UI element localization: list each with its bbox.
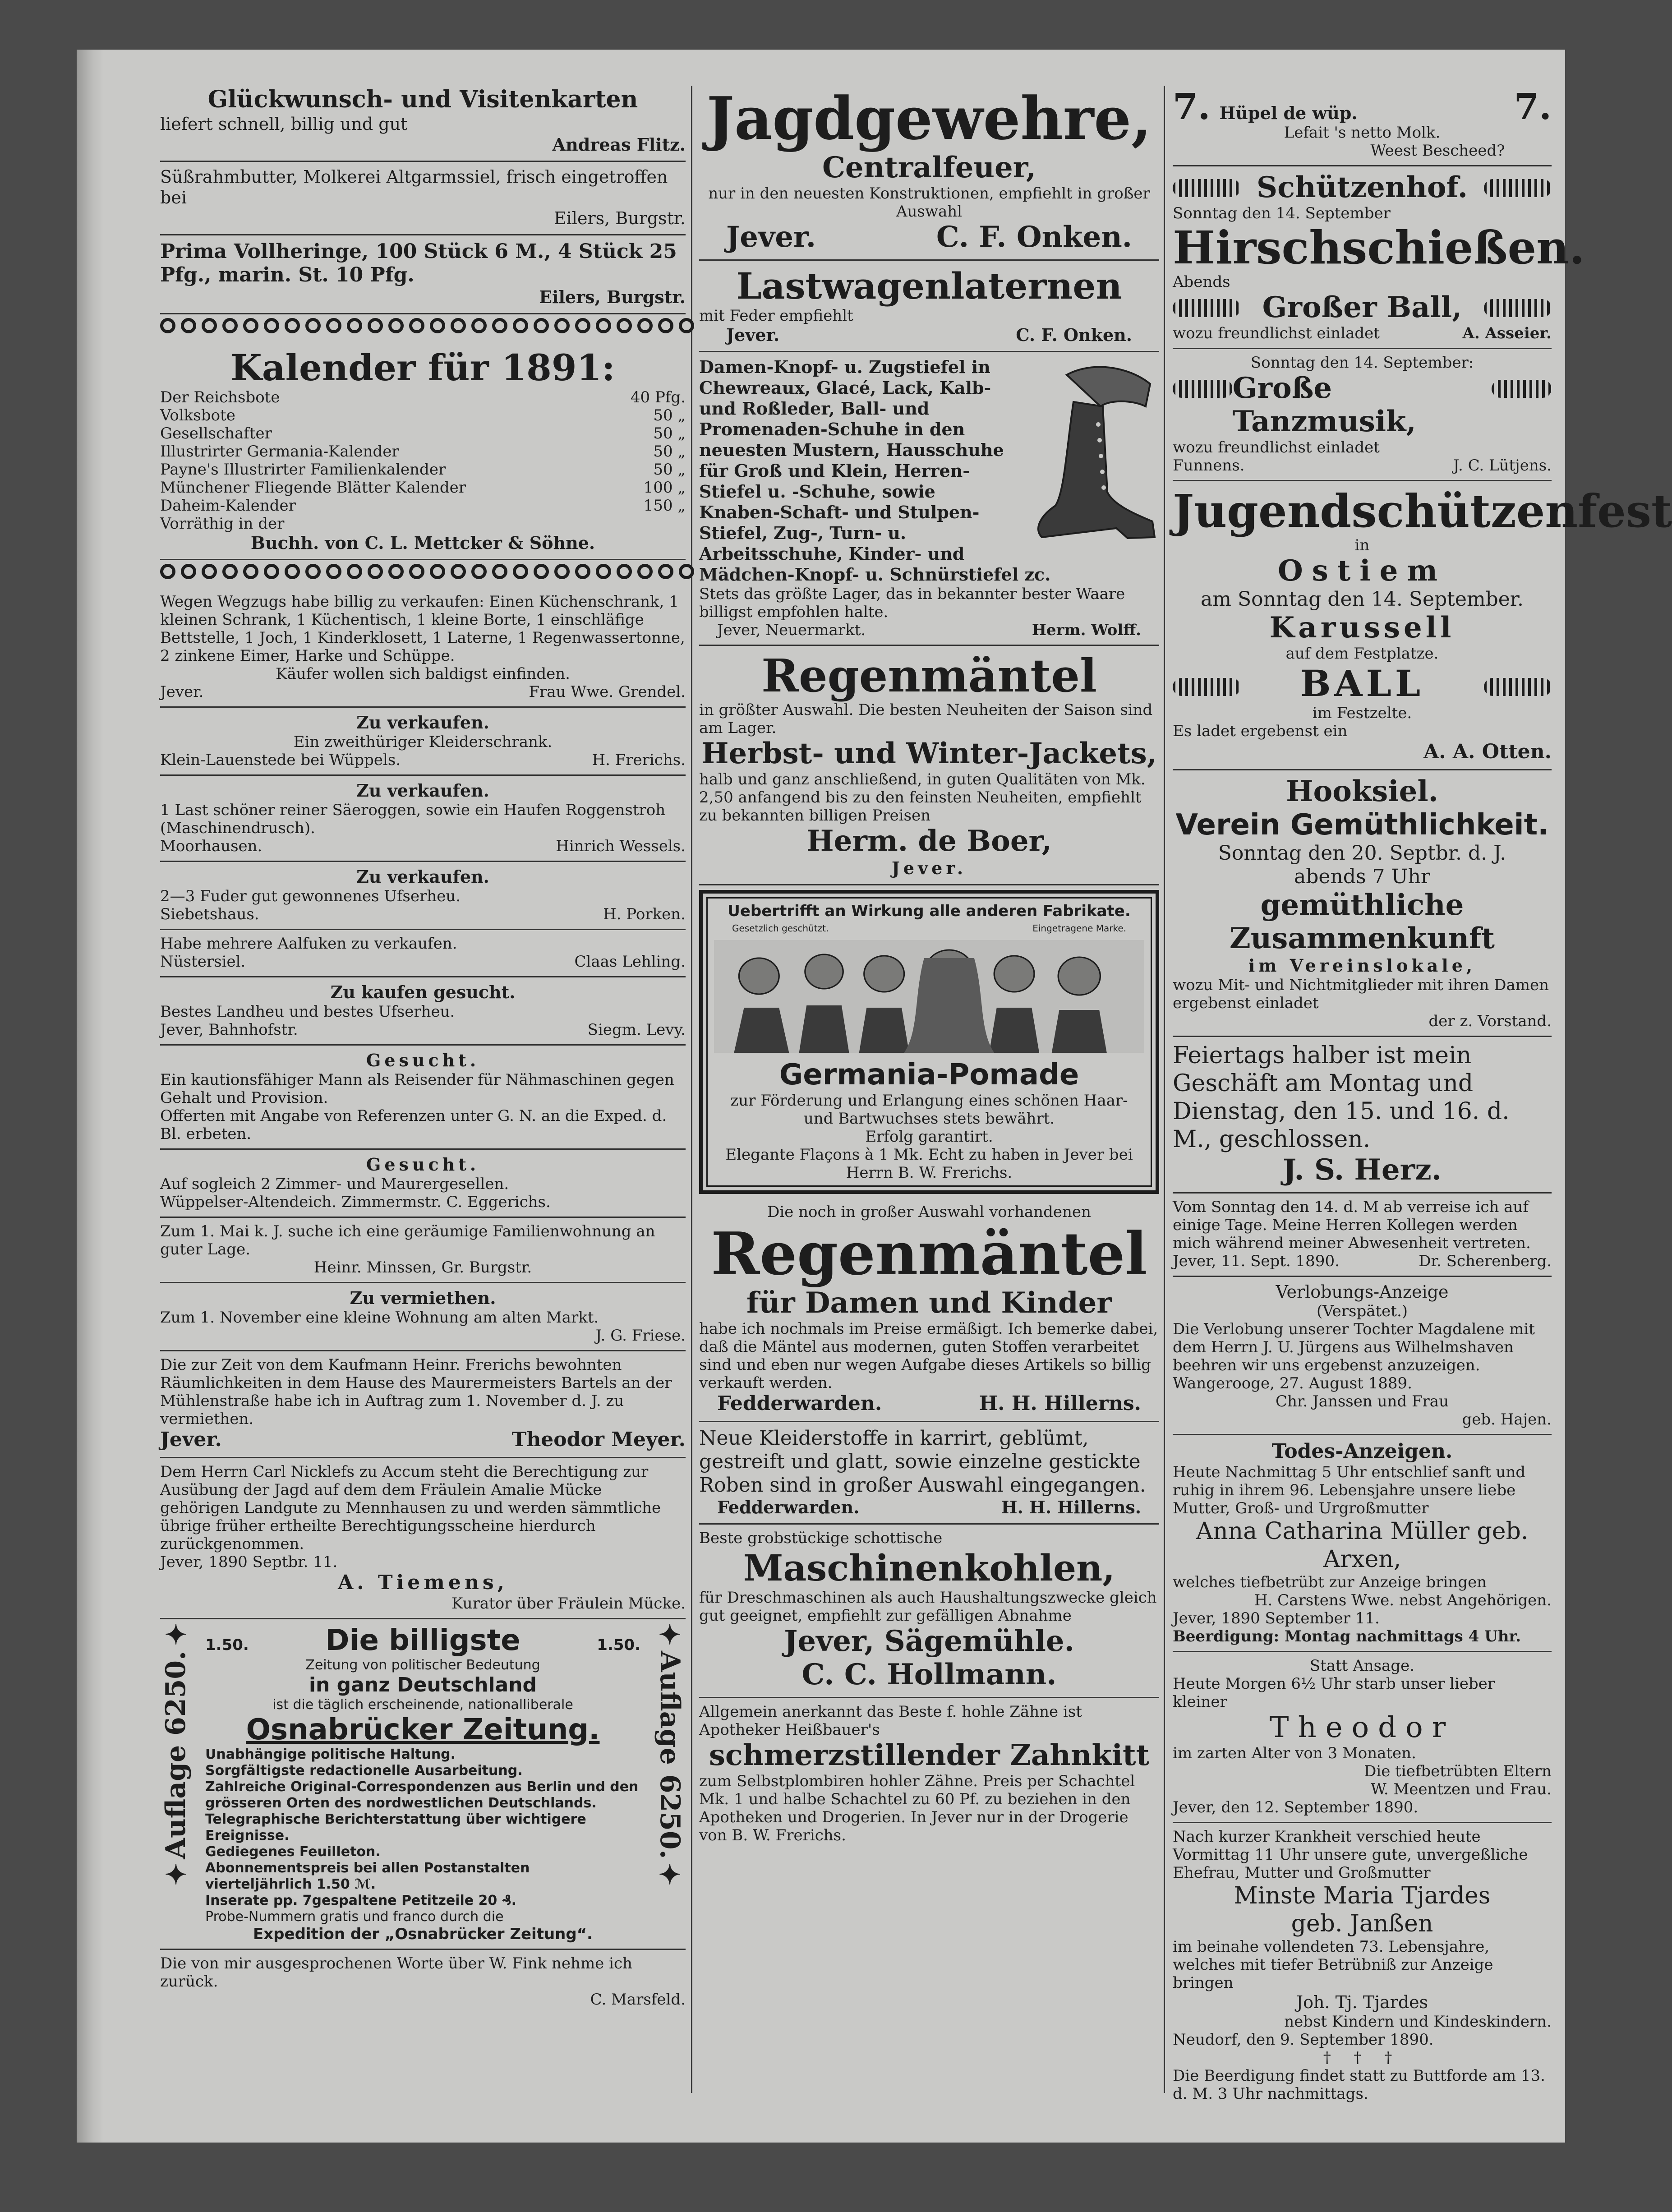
ad-signature: H. Porken. <box>603 905 686 923</box>
ad-signature: Claas Lehling. <box>574 953 686 971</box>
ad-text: Die zur Zeit von dem Kaufmann Heinr. Frerichs bewohnten Räumlichkeiten in dem Hause des Maurermeisters Bartels an der Mühlenstraße habe ich in Auftrag zum 1. November d. J. zu vermiethen. <box>160 1356 672 1428</box>
ad-title: Regenmäntel <box>711 1219 1147 1288</box>
ornament <box>1173 380 1233 398</box>
ad-title: Zu vermiethen. <box>350 1288 496 1308</box>
ad-date: Jever, 1890 Septbr. 11. <box>160 1553 338 1571</box>
ad-place: Nüstersiel. <box>160 953 246 971</box>
ad-headline: Uebertrifft an Wirkung alle anderen Fabrikate. <box>728 902 1131 920</box>
ad-text: wozu freundlichst einladet <box>1173 324 1380 342</box>
ad-laternen <box>699 261 1159 352</box>
ad-schuhe <box>699 352 1159 646</box>
ad-signature: Chr. Janssen und Frau <box>1276 1392 1449 1410</box>
price-left: 1.50. <box>205 1636 249 1654</box>
ad-subtitle: Centralfeuer, <box>822 151 1036 184</box>
ad-gesucht-gesellen <box>160 1150 686 1218</box>
ad-signature: Eilers, Burgstr. <box>539 287 686 307</box>
newspaper-page <box>77 50 1672 2143</box>
ad-lead: Allgemein anerkannt das Beste f. hohle Zähne ist Apotheker Heißbauer's <box>699 1703 1082 1739</box>
ad-gesucht-reisender <box>160 1046 686 1150</box>
auflage-vertical: Auflage 6250. <box>654 1651 686 1859</box>
ad-signature: Kurator über Fräulein Mücke. <box>451 1594 686 1613</box>
ad-herz <box>1173 1037 1552 1194</box>
auflage-vertical: Auflage 6250. <box>160 1651 192 1859</box>
ad-signature: J. G. Friese. <box>595 1327 686 1345</box>
ad-number: 7. <box>1173 85 1211 128</box>
ornament <box>1484 179 1552 197</box>
ad-date: Sonntag den 14. September: <box>1250 354 1474 372</box>
ad-date: Jever, 1890 September 11. <box>1173 1609 1380 1627</box>
ad-headline: Hirschschießen. <box>1173 221 1585 274</box>
ad-jagdberechtigung <box>160 1458 686 1619</box>
ad-lead: Statt Ansage. <box>1309 1657 1415 1675</box>
ad-text: zur Förderung und Erlangung eines schönen Haar- und Bartwuchses stets bewährt. <box>730 1092 1128 1128</box>
column-right <box>1173 81 1672 2103</box>
ad-signature: A. Asseier. <box>1462 324 1552 342</box>
ad-text: Ein zweithüriger Kleiderschrank. <box>293 733 553 751</box>
ad-text: in <box>1354 536 1370 554</box>
cross-ornament: ✦ <box>658 1859 682 1891</box>
ad-signature: W. Meentzen und Frau. <box>1370 1780 1552 1798</box>
ad-text: in größter Auswahl. Die besten Neuheiten der Saison sind am Lager. <box>699 701 1153 737</box>
ad-text: abends 7 Uhr <box>1294 865 1430 888</box>
ad-title: Jagdgewehre, <box>706 84 1152 153</box>
ad-signature: Joh. Tj. Tjardes <box>1296 1992 1428 2012</box>
page-binding <box>77 50 104 2143</box>
ad-text: halb und ganz anschließend, in guten Qualitäten von Mk. 2,50 anfangend bis zu den feinsten Neuheiten, empfiehlt zu bekannten billigen Preisen <box>699 770 1146 825</box>
ad-title: Schützenhof. <box>1256 171 1468 204</box>
ad-place: Jever. <box>160 683 204 701</box>
ad-signature: H. H. Hillerns. <box>979 1392 1141 1415</box>
ad-text: Wegen Wegzugs habe billig zu verkaufen: Einen Küchenschrank, 1 kleinen Schrank, 1 Küchentisch, 1 kleine Borte, 1 einschläfige Bettstelle, 1 Joch, 1 Kinderklosett, 1 Laterne, 1 Regenwassertonne, 2 zinkene Eimer, Harke und Schüppe. <box>160 593 685 665</box>
list-item: Münchener Fliegende Blätter Kalender 100 „ <box>160 479 686 497</box>
ad-headline: Jugendschützenfest <box>1173 484 1672 538</box>
ad-title: Maschinenkohlen, <box>743 1547 1115 1589</box>
ad-text: Die Beerdigung findet statt zu Buttforde am 13. d. M. 3 Uhr nachmittags. <box>1173 2067 1545 2103</box>
ad-signature: Eilers, Burgstr. <box>553 208 686 228</box>
ornament <box>1173 678 1240 696</box>
ad-subtitle: Herbst- und Winter-Jackets, <box>701 737 1157 770</box>
ad-price: Abonnementspreis bei allen Postanstalten vierteljährlich 1.50 ℳ. <box>205 1860 530 1892</box>
ad-signature: Dr. Scherenberg. <box>1419 1252 1552 1270</box>
ad-signature: Expedition der „Osnabrücker Zeitung“. <box>253 1925 593 1943</box>
ad-text: Feiertags halber ist mein Geschäft am Montag und Dienstag, den 15. und 16. d. M., geschlossen. <box>1173 1042 1510 1153</box>
ad-text: Erfolg garantirt. <box>865 1128 993 1146</box>
ad-hooksiel <box>1173 770 1552 1037</box>
ad-title: Zu verkaufen. <box>356 866 489 887</box>
ad-raeumlichkeiten <box>160 1351 686 1458</box>
ad-text: im zarten Alter von 3 Monaten. <box>1173 1744 1416 1762</box>
ad-regenmaentel-deboer <box>699 646 1159 885</box>
ad-todes-theodor <box>1173 1652 1552 1823</box>
list-item: Der Reichsbote 40 Pfg. <box>160 388 686 406</box>
ad-place: Jever, Bahnhofstr. <box>160 1021 298 1039</box>
ad-subtitle: BALL <box>1300 662 1424 705</box>
list-item: Payne's Illustrirter Familienkalender 50 „ <box>160 461 686 479</box>
ad-signature: A. Tiemens, <box>338 1571 508 1594</box>
ad-title: Gesucht. <box>366 1154 480 1175</box>
ad-text: Probe-Nummern gratis und franco durch die <box>205 1909 504 1925</box>
ad-text: wozu freundlichst einladet <box>1173 438 1380 456</box>
ad-huepel <box>1173 81 1552 166</box>
ad-signature: Heinr. Minssen, Gr. Burgstr. <box>313 1258 532 1277</box>
ad-maschinenkohlen <box>699 1525 1159 1698</box>
ad-text: welches tiefbetrübt zur Anzeige bringen <box>1173 1573 1487 1591</box>
column-rule <box>1164 86 1165 2093</box>
product-name: Germania-Pomade <box>779 1058 1079 1092</box>
ad-text: Es ladet ergebenst ein <box>1173 722 1348 740</box>
ad-text: Heute Morgen 6½ Uhr starb unser lieber kleiner <box>1173 1675 1495 1711</box>
ad-text: Dem Herrn Carl Nicklefs zu Accum steht die Berechtigung zur Ausübung der Jagd auf dem dem Fräulein Amalie Mücke gehörigen Landgute zu Mennhausen zu und werden sämmtliche übrige früher ertheilte Berechtigungsscheine hierdurch zurückgenommen. <box>160 1463 661 1553</box>
ad-date: Jever, 11. Sept. 1890. <box>1173 1252 1340 1270</box>
ad-text: Zum 1. November eine kleine Wohnung am alten Markt. <box>160 1309 599 1327</box>
ad-signature: Die tiefbetrübten Eltern <box>1364 1762 1552 1780</box>
ad-text: Auf sogleich 2 Zimmer- und Maurergesellen. <box>160 1175 509 1193</box>
ad-signature: A. A. Otten. <box>1423 740 1552 763</box>
ornament-rings <box>160 318 686 339</box>
ad-text: in ganz Deutschland <box>309 1673 537 1696</box>
ad-zahnkitt <box>699 1698 1159 1850</box>
ornament <box>1492 380 1552 398</box>
ad-text: Lefait 's netto Molk. <box>1284 124 1441 142</box>
ad-text: Elegante Flaçons à 1 Mk. Echt zu haben in Jever bei Herrn B. W. Frerichs. <box>725 1146 1133 1182</box>
crosses: † † † <box>1323 2049 1401 2067</box>
ad-signature: Wüppelser-Altendeich. Zimmermstr. C. Eggerichs. <box>160 1193 551 1211</box>
ad-marsfeld <box>160 1950 686 2014</box>
ad-text: Offerten mit Angabe von Referenzen unter G. N. an die Exped. d. Bl. erbeten. <box>160 1107 667 1143</box>
deceased-name: Theodor <box>1269 1711 1455 1744</box>
feature-item: Unabhängige politische Haltung. <box>205 1747 456 1762</box>
ad-regenmaentel-hillerns <box>699 1198 1159 1422</box>
ad-signature: Herm. Wolff. <box>1032 621 1141 639</box>
ad-place: Funnens. <box>1173 456 1245 475</box>
ad-verkaufen-heu <box>160 862 686 930</box>
ad-text: Beerdigung: Montag nachmittags 4 Uhr. <box>1173 1627 1521 1645</box>
ad-signature: Andreas Flitz. <box>552 134 686 155</box>
ad-signature: Hinrich Wessels. <box>556 837 686 855</box>
feature-item: Zahlreiche Original-Correspondenzen aus Berlin und den grösseren Orten des nordwestlichen Deutschlands. <box>205 1779 639 1811</box>
cross-ornament: ✦ <box>164 1859 188 1891</box>
ad-title: Lastwagenlaternen <box>736 265 1122 307</box>
ad-place: Hooksiel. <box>1286 774 1438 808</box>
ad-subtitle: Karussell <box>1269 611 1455 645</box>
ornament <box>1484 678 1552 696</box>
ad-kaufen-gesucht <box>160 977 686 1046</box>
ad-signature: Siegm. Levy. <box>587 1021 686 1039</box>
ad-kleiderstoffe <box>699 1422 1159 1525</box>
ad-place: Jever, Sägemühle. <box>784 1624 1074 1658</box>
ad-text: nur in den neuesten Konstruktionen, empfiehlt in großer Auswahl <box>708 184 1150 221</box>
ad-place: Jever. <box>726 325 780 345</box>
ad-text: auf dem Festplatze. <box>1285 645 1439 663</box>
ad-vollheringe <box>160 235 686 314</box>
ad-suessrahmbutter <box>160 162 686 235</box>
boot-illustration <box>1024 357 1159 546</box>
ad-text: Süßrahmbutter, Molkerei Altgarmssiel, frisch eingetroffen bei <box>160 167 668 207</box>
ad-text: Damen-Knopf- u. Zugstiefel in Chewreaux, Glacé, Lack, Kalb- und Roßleder, Ball- und Promenaden-Schuhe in den neuesten Mustern, Hausschuhe für Groß und Klein, Herren-Stiefel u. -Schuhe, sowie Knaben-Schaft- und Stulpen-Stiefel, Zug-, Turn- u. Arbeitsschuhe, Kinder- und Mädchen-Knopf- u. Schnürstiefel zc. <box>699 357 1051 585</box>
ornament <box>1173 179 1240 197</box>
ad-place: Jever, Neuermarkt. <box>717 621 866 639</box>
ad-title: Zu verkaufen. <box>356 712 489 733</box>
ad-place: Moorhausen. <box>160 837 263 855</box>
ad-title: Zu verkaufen. <box>356 780 489 801</box>
ad-text: habe ich nochmals im Preise ermäßigt. Ich bemerke dabei, daß die Mäntel aus modernen, guten Stoffen verarbeitet sind und eben nur wegen Aufgabe dieses Artikels so billig verkauft werden. <box>699 1320 1158 1392</box>
ornament <box>1173 299 1240 317</box>
ad-place: Klein-Lauenstede bei Wüppels. <box>160 751 401 769</box>
ad-headline: Verein Gemüthlichkeit. <box>1175 808 1549 842</box>
ad-visitenkarten <box>160 81 686 162</box>
ad-text: zum Selbstplombiren hohler Zähne. Preis per Schachtel Mk. 1 und halbe Schachtel zu 60 Pf. zu beziehen in den Apotheken und Drogerien. In Jever nur in der Drogerie von B. W. Frerichs. <box>699 1772 1135 1844</box>
newspaper-name: Osnabrücker Zeitung. <box>246 1713 600 1747</box>
ad-signature: C. F. Onken. <box>936 220 1132 254</box>
ad-aalfuken <box>160 930 686 977</box>
ad-lead: Die noch in großer Auswahl vorhandenen <box>767 1203 1091 1221</box>
column-left <box>160 81 686 2102</box>
ad-wohnung-gesucht <box>160 1218 686 1283</box>
ad-text: Abends <box>1173 273 1230 291</box>
ad-date: Sonntag den 14. September <box>1173 204 1391 222</box>
ad-todes-tjardes <box>1173 1823 1552 2108</box>
ad-subtitle: (Verspätet.) <box>1316 1302 1408 1320</box>
ad-text: wozu Mit- und Nichtmitglieder mit ihren Damen ergebenst einladet <box>1173 976 1549 1012</box>
ad-text: Inserate pp. 7gespaltene Petitzeile 20 ₰. <box>205 1893 516 1908</box>
list-item: Gesellschafter 50 „ <box>160 424 686 442</box>
deceased-name: Anna Catharina Müller geb. Arxen, <box>1196 1518 1529 1573</box>
ad-text: ist die täglich erscheinende, nationalliberale <box>272 1697 573 1713</box>
ad-place: Fedderwarden. <box>717 1497 860 1517</box>
ad-title: Gesucht. <box>366 1050 480 1070</box>
ad-text: Die von mir ausgesprochenen Worte über W. Fink nehme ich zurück. <box>160 1954 632 1991</box>
ad-signature: C. F. Onken. <box>1016 325 1132 345</box>
ad-jagdgewehre <box>699 81 1159 261</box>
price-right: 1.50. <box>597 1636 640 1654</box>
ad-text: im Vereinslokale, <box>1248 955 1476 976</box>
feature-item: Telegraphische Berichterstattung über wichtigere Ereignisse. <box>205 1811 586 1843</box>
ad-signature: nebst Kindern und Kindeskindern. <box>1284 2013 1552 2031</box>
deceased-name: geb. Janßen <box>1291 1910 1433 1937</box>
ad-note: Stets das größte Lager, das in bekannter bester Waare billigst empfohlen halte. <box>699 585 1125 621</box>
ad-text: liefert schnell, billig und gut <box>160 114 408 134</box>
list-item: Daheim-Kalender 150 „ <box>160 497 686 515</box>
ad-signature: C. Marsfeld. <box>590 1991 686 2009</box>
ad-text: Weest Bescheed? <box>1370 142 1505 160</box>
ad-date: Sonntag den 20. Septbr. d. J. <box>1218 842 1506 865</box>
ad-text: Zeitung von politischer Bedeutung <box>305 1657 540 1673</box>
ad-place: Fedderwarden. <box>717 1392 882 1415</box>
ad-title: Große Tanzmusik, <box>1232 371 1416 438</box>
ad-schuetzenhof <box>1173 166 1585 349</box>
ad-verlobung <box>1173 1277 1552 1435</box>
ad-subtitle: gemüthliche Zusammenkunft <box>1230 888 1495 955</box>
ad-signature: C. C. Hollmann. <box>801 1658 1057 1691</box>
ad-signature: J. C. Lütjens. <box>1453 456 1552 475</box>
ad-date: Jever, den 12. September 1890. <box>1173 1798 1419 1816</box>
ad-text: Ein kautionsfähiger Mann als Reisender für Nähmaschinen gegen Gehalt und Provision. <box>160 1071 674 1107</box>
ad-text: 1 Last schöner reiner Säeroggen, sowie ein Haufen Roggenstroh (Maschinendrusch). <box>160 801 666 837</box>
ad-text: Vorräthig in der <box>160 515 285 533</box>
ad-text: Die Verlobung unserer Tochter Magdalene mit dem Herrn J. U. Jürgens aus Wilhelmshaven beehren wir uns ergebenst anzuzeigen. <box>1173 1320 1535 1374</box>
ad-text: Zum 1. Mai k. J. suche ich eine geräumige Familienwohnung an guter Lage. <box>160 1222 655 1258</box>
ornament <box>1484 299 1552 317</box>
ornament-rings <box>160 564 686 585</box>
ad-text: Nach kurzer Krankheit verschied heute Vormittag 11 Uhr unsere gute, unvergeßliche Ehefrau, Mutter und Großmutter <box>1173 1828 1528 1882</box>
ad-signature: Buchh. von C. L. Mettcker & Söhne. <box>250 533 595 553</box>
ad-tanzmusik <box>1173 349 1552 481</box>
ad-signature: Theodor Meyer. <box>511 1428 686 1451</box>
ad-text: 2—3 Fuder gut gewonnenes Ufserheu. <box>160 887 461 905</box>
ad-title: Hüpel de wüp. <box>1219 103 1358 123</box>
ad-signature: geb. Hajen. <box>1462 1410 1552 1429</box>
ad-scherenberg <box>1173 1194 1552 1277</box>
ad-place: Siebetshaus. <box>160 905 259 923</box>
column-rule <box>691 86 692 2093</box>
column-middle <box>699 81 1159 2102</box>
ad-title: schmerzstillender Zahnkitt <box>709 1738 1150 1772</box>
ad-todes-mueller <box>1173 1435 1552 1652</box>
ad-text: Heute Nachmittag 5 Uhr entschlief sanft und ruhig in ihrem 96. Lebensjahre unsere liebe Mutter, Groß- und Urgroßmutter <box>1173 1463 1526 1517</box>
cross-ornament: ✦ <box>658 1619 682 1651</box>
ad-signature: H. Carstens Wwe. nebst Angehörigen. <box>1254 1591 1552 1609</box>
people-illustration <box>714 940 1144 1053</box>
ad-text: für Dreschmaschinen als auch Haushaltungszwecke gleich gut geeignet, empfiehlt zur gefälligen Abnahme <box>699 1589 1157 1625</box>
ad-text: im beinahe vollendeten 73. Lebensjahre, welches mit tiefer Betrübniß zur Anzeige bringen <box>1173 1938 1493 1992</box>
ad-subtitle: Großer Ball, <box>1262 290 1462 324</box>
ad-signature: H. Frerichs. <box>592 751 686 769</box>
ad-text: Neue Kleiderstoffe in karrirt, geblümt, gestreift und glatt, sowie einzelne gestickte Roben sind in großer Auswahl eingegangen. <box>699 1427 1146 1497</box>
ad-signature: H. H. Hillerns. <box>1001 1497 1141 1517</box>
ad-text: Prima Vollheringe, 100 Stück 6 M., 4 Stück 25 Pfg., marin. St. 10 Pfg. <box>160 240 677 286</box>
ad-place: Jever. <box>891 858 967 878</box>
ad-title: Glückwunsch- und Visitenkarten <box>207 86 638 113</box>
ad-place: Jever. <box>726 220 816 254</box>
ad-wegzug <box>160 588 686 708</box>
ad-osnabruecker-zeitung <box>160 1619 686 1950</box>
ad-number: 7. <box>1514 85 1552 128</box>
ad-lead: Beste grobstückige schottische <box>699 1529 943 1547</box>
deceased-name: Minste Maria Tjardes <box>1234 1882 1491 1909</box>
ad-place: Jever. <box>160 1428 222 1451</box>
ad-vermiethen <box>160 1283 686 1351</box>
ad-jugendschuetzenfest <box>1173 481 1672 770</box>
ad-text: mit Feder empfiehlt <box>699 307 853 325</box>
list-item: Volksbote 50 „ <box>160 406 686 424</box>
ad-signature: Herm. de Boer, <box>806 824 1052 858</box>
ad-title: Regenmäntel <box>761 649 1097 702</box>
ad-label: Eingetragene Marke. <box>1032 923 1126 934</box>
ad-signature: Frau Wwe. Grendel. <box>529 683 686 701</box>
ad-subtitle: für Damen und Kinder <box>746 1286 1112 1320</box>
ad-date: am Sonntag den 14. September. <box>1201 588 1524 611</box>
ad-text: Habe mehrere Aalfuken zu verkaufen. <box>160 935 457 953</box>
ad-text: im Festzelte. <box>1312 704 1412 722</box>
ad-signature: J. S. Herz. <box>1283 1153 1442 1187</box>
ad-date: Wangerooge, 27. August 1889. <box>1173 1374 1412 1392</box>
ad-title: Verlobungs-Anzeige <box>1276 1282 1449 1302</box>
ad-label: Gesetzlich geschützt. <box>732 923 829 934</box>
ad-title: Zu kaufen gesucht. <box>330 982 516 1002</box>
ad-verkaufen-roggen <box>160 776 686 862</box>
ad-kalender <box>160 342 686 560</box>
ad-place: Ostiem <box>1277 554 1447 588</box>
ad-note: Käufer wollen sich baldigst einfinden. <box>276 665 570 683</box>
ad-title: Kalender für 1891: <box>230 346 615 389</box>
feature-item: Gediegenes Feuilleton. <box>205 1844 381 1860</box>
ad-text: Vom Sonntag den 14. d. M ab verreise ich auf einige Tage. Meine Herren Kollegen werden mich während meiner Abwesenheit vertreten. <box>1173 1198 1531 1252</box>
ad-headline: Die billigste <box>325 1624 520 1657</box>
feature-item: Sorgfältigste redactionelle Ausarbeitung. <box>205 1763 523 1779</box>
ad-verkaufen-schrank <box>160 708 686 776</box>
ad-title: Todes-Anzeigen. <box>1271 1440 1453 1463</box>
ad-text: Bestes Landheu und bestes Ufserheu. <box>160 1003 455 1021</box>
ad-signature: der z. Vorstand. <box>1428 1012 1552 1030</box>
ad-date: Neudorf, den 9. September 1890. <box>1173 2031 1434 2049</box>
cross-ornament: ✦ <box>164 1619 188 1651</box>
list-item: Illustrirter Germania-Kalender 50 „ <box>160 442 686 461</box>
ad-germania-pomade <box>699 890 1159 1194</box>
